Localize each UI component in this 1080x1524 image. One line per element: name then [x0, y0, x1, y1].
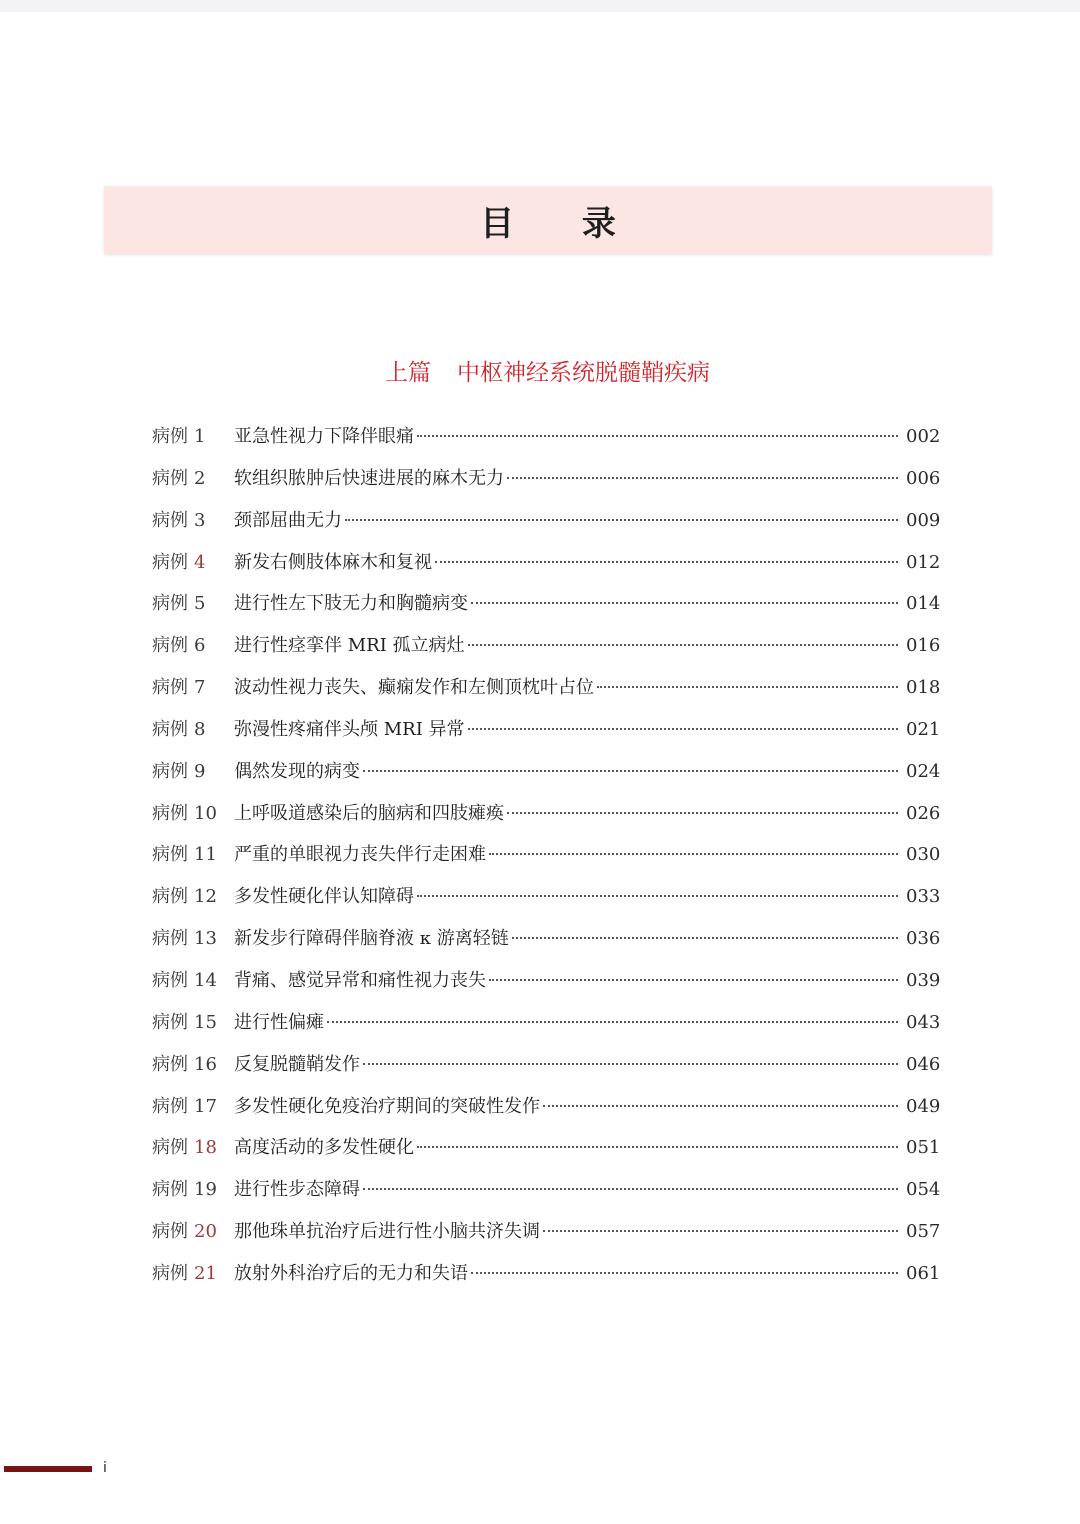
- entry-title: 那他珠单抗治疗后进行性小脑共济失调: [234, 1221, 540, 1243]
- entry-title: 新发步行障碍伴脑脊液 κ 游离轻链: [234, 928, 509, 950]
- dot-leader: [597, 686, 898, 688]
- entry-page-number: 057: [906, 1221, 941, 1243]
- entry-title: 上呼吸道感染后的脑病和四肢瘫痪: [234, 802, 504, 824]
- case-number: [152, 793, 234, 835]
- dot-leader: [435, 561, 898, 563]
- entry-title: 颈部屈曲无力: [234, 509, 342, 531]
- dot-leader: [417, 1146, 898, 1148]
- entry-title: 严重的单眼视力丧失伴行走困难: [234, 844, 486, 866]
- case-prefix: 病例: [152, 1053, 188, 1075]
- entry-title: 波动性视力丧失、癫痫发作和左侧顶枕叶占位: [234, 677, 594, 699]
- dot-leader: [417, 435, 898, 437]
- case-number: [152, 1169, 234, 1211]
- case-index: 21: [194, 1262, 217, 1284]
- entry-title: 新发右侧肢体麻木和复视: [234, 551, 432, 573]
- toc-entry[interactable]: [152, 1253, 941, 1295]
- entry-page-number: 012: [906, 551, 941, 573]
- case-number: [152, 583, 234, 625]
- case-prefix: 病例: [152, 1262, 188, 1284]
- toc-entry[interactable]: [152, 751, 941, 793]
- case-number: [152, 1002, 234, 1044]
- case-index: 19: [194, 1179, 217, 1201]
- case-number: [152, 416, 234, 458]
- dot-leader: [363, 770, 898, 772]
- toc-entry[interactable]: [152, 834, 941, 876]
- dot-leader: [345, 519, 898, 521]
- case-index: 16: [194, 1053, 217, 1075]
- toc-entry[interactable]: [152, 458, 941, 500]
- toc-entry[interactable]: [152, 500, 941, 542]
- entry-page-number: 018: [906, 677, 941, 699]
- toc-entry[interactable]: [152, 416, 941, 458]
- case-index: 9: [194, 760, 206, 782]
- case-prefix: 病例: [152, 718, 188, 740]
- footer-page-number: i: [103, 1460, 107, 1476]
- case-prefix: 病例: [152, 467, 188, 489]
- entry-page-number: 036: [906, 928, 941, 950]
- case-number: [152, 918, 234, 960]
- case-index: 17: [194, 1095, 217, 1117]
- toc-entry[interactable]: [152, 1002, 941, 1044]
- case-number: [152, 876, 234, 918]
- entry-page-number: 006: [906, 467, 941, 489]
- toc-entry[interactable]: [152, 709, 941, 751]
- case-prefix: 病例: [152, 969, 188, 991]
- dot-leader: [543, 1230, 898, 1232]
- section-title: 中枢神经系统脱髓鞘疾病: [457, 360, 710, 386]
- case-index: 14: [194, 969, 217, 991]
- dot-leader: [468, 644, 898, 646]
- case-number: [152, 960, 234, 1002]
- case-index: 6: [194, 635, 206, 657]
- case-prefix: 病例: [152, 1011, 188, 1033]
- entry-page-number: 002: [906, 426, 941, 447]
- case-index: 13: [194, 928, 217, 950]
- case-prefix: 病例: [152, 677, 188, 699]
- case-prefix: 病例: [152, 886, 188, 908]
- toc-entry[interactable]: [152, 542, 941, 584]
- entry-title: 进行性偏瘫: [234, 1011, 324, 1033]
- entry-title: 进行性痉挛伴 MRI 孤立病灶: [234, 635, 465, 657]
- case-index: 3: [194, 509, 206, 531]
- toc-entry[interactable]: [152, 625, 941, 667]
- dot-leader: [417, 895, 898, 897]
- top-strip: [0, 0, 1080, 12]
- entry-page-number: 039: [906, 969, 941, 991]
- case-number: [152, 1253, 234, 1295]
- case-prefix: 病例: [152, 551, 188, 573]
- case-number: [152, 542, 234, 584]
- entry-page-number: 061: [906, 1262, 941, 1284]
- title-band: [104, 186, 992, 254]
- case-prefix: 病例: [152, 1095, 188, 1117]
- entry-page-number: 051: [906, 1137, 941, 1159]
- dot-leader: [543, 1105, 898, 1107]
- case-prefix: 病例: [152, 426, 188, 447]
- case-prefix: 病例: [152, 760, 188, 782]
- case-index: 20: [194, 1221, 217, 1243]
- section-part-label: 上篇: [385, 360, 431, 386]
- toc-entry[interactable]: [152, 876, 941, 918]
- footer-bar: [4, 1466, 92, 1472]
- case-index: 1: [194, 426, 206, 447]
- case-number: [152, 458, 234, 500]
- toc-entry[interactable]: [152, 1169, 941, 1211]
- case-number: [152, 1127, 234, 1169]
- entry-title: 偶然发现的病变: [234, 760, 360, 782]
- page-title: 目 录: [480, 203, 644, 244]
- toc-entry[interactable]: [152, 918, 941, 960]
- dot-leader: [507, 812, 898, 814]
- toc-entry[interactable]: [152, 1211, 941, 1253]
- case-index: 18: [194, 1137, 217, 1159]
- entry-title: 进行性左下肢无力和胸髓病变: [234, 593, 468, 615]
- case-prefix: 病例: [152, 1179, 188, 1201]
- entry-title: 多发性硬化免疫治疗期间的突破性发作: [234, 1095, 540, 1117]
- entry-page-number: 026: [906, 802, 941, 824]
- case-index: 7: [194, 677, 206, 699]
- entry-page-number: 046: [906, 1053, 941, 1075]
- toc-entry[interactable]: [152, 960, 941, 1002]
- dot-leader: [363, 1063, 898, 1065]
- entry-title: 软组织脓肿后快速进展的麻木无力: [234, 467, 504, 489]
- entry-page-number: 033: [906, 886, 941, 908]
- entry-page-number: 054: [906, 1179, 941, 1201]
- toc-entry[interactable]: [152, 793, 941, 835]
- dot-leader: [468, 728, 898, 730]
- case-index: 12: [194, 886, 217, 908]
- dot-leader: [327, 1021, 898, 1023]
- case-prefix: 病例: [152, 844, 188, 866]
- entry-title: 多发性硬化伴认知障碍: [234, 886, 414, 908]
- entry-title: 高度活动的多发性硬化: [234, 1137, 414, 1159]
- dot-leader: [507, 477, 898, 479]
- entry-page-number: 030: [906, 844, 941, 866]
- case-number: [152, 834, 234, 876]
- entry-title: 进行性步态障碍: [234, 1179, 360, 1201]
- entry-title: 亚急性视力下降伴眼痛: [234, 426, 414, 447]
- case-number: [152, 751, 234, 793]
- case-number: [152, 1044, 234, 1086]
- case-number: [152, 1086, 234, 1128]
- entry-page-number: 043: [906, 1011, 941, 1033]
- toc-entry[interactable]: [152, 1127, 941, 1169]
- dot-leader: [471, 1272, 898, 1274]
- case-prefix: 病例: [152, 635, 188, 657]
- case-index: 5: [194, 593, 206, 615]
- case-prefix: 病例: [152, 1137, 188, 1159]
- entry-page-number: 024: [906, 760, 941, 782]
- entry-page-number: 016: [906, 635, 941, 657]
- entry-title: 弥漫性疼痛伴头颅 MRI 异常: [234, 718, 465, 740]
- case-prefix: 病例: [152, 593, 188, 615]
- dot-leader: [489, 853, 898, 855]
- case-number: [152, 667, 234, 709]
- entry-title: 背痛、感觉异常和痛性视力丧失: [234, 969, 486, 991]
- case-index: 4: [194, 551, 206, 573]
- toc-entry[interactable]: [152, 667, 941, 709]
- toc-entry[interactable]: [152, 583, 941, 625]
- entry-page-number: 021: [906, 718, 941, 740]
- entry-page-number: 014: [906, 593, 941, 615]
- toc-entry[interactable]: [152, 1086, 941, 1128]
- case-prefix: 病例: [152, 802, 188, 824]
- case-number: [152, 500, 234, 542]
- dot-leader: [489, 979, 898, 981]
- case-index: 11: [194, 844, 217, 866]
- case-number: [152, 1211, 234, 1253]
- dot-leader: [512, 937, 898, 939]
- toc-entry[interactable]: [152, 1044, 941, 1086]
- case-number: [152, 709, 234, 751]
- case-prefix: 病例: [152, 928, 188, 950]
- entry-page-number: 009: [906, 509, 941, 531]
- case-index: 10: [194, 802, 217, 824]
- case-index: 15: [194, 1011, 217, 1033]
- toc-list: [152, 416, 941, 1295]
- entry-title: 放射外科治疗后的无力和失语: [234, 1262, 468, 1284]
- case-index: 8: [194, 718, 206, 740]
- entry-title: 反复脱髓鞘发作: [234, 1053, 360, 1075]
- case-number: [152, 625, 234, 667]
- case-index: 2: [194, 467, 206, 489]
- section-heading: [0, 354, 1080, 387]
- case-prefix: 病例: [152, 509, 188, 531]
- case-prefix: 病例: [152, 1221, 188, 1243]
- entry-page-number: 049: [906, 1095, 941, 1117]
- dot-leader: [471, 602, 898, 604]
- dot-leader: [363, 1188, 898, 1190]
